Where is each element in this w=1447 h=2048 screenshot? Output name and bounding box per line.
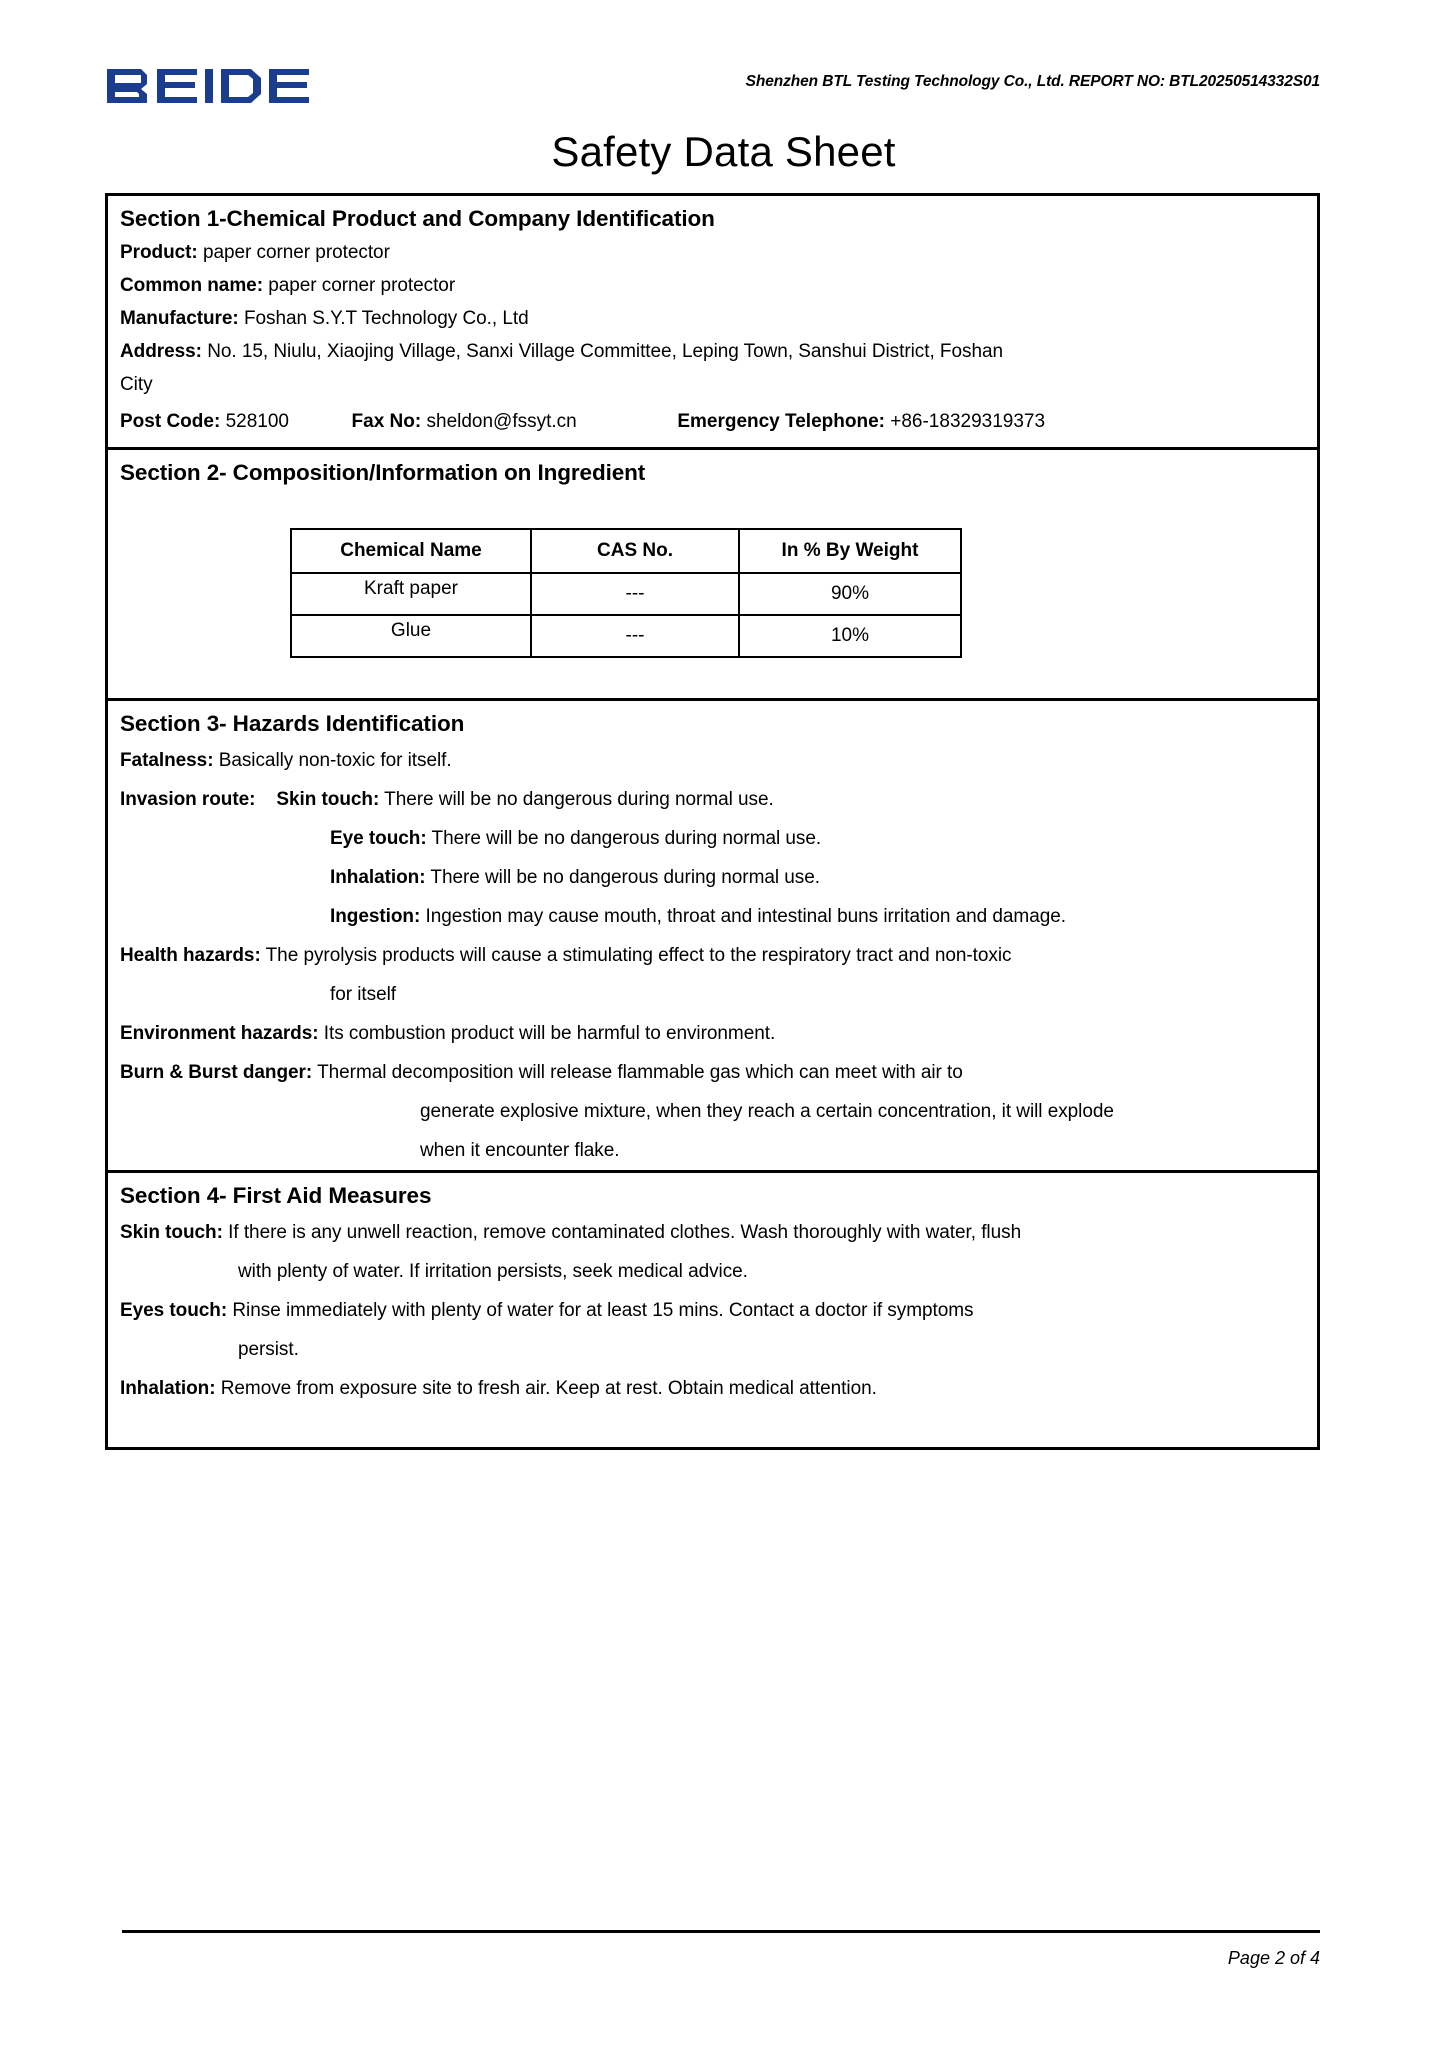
first-aid-eyes-touch-value-line2: persist.: [238, 1339, 299, 1360]
post-code-label: Post Code:: [120, 411, 221, 432]
col-cas-no: CAS No.: [531, 529, 739, 573]
sds-body-frame: [105, 193, 1320, 1450]
eye-touch-row: [108, 819, 1317, 858]
address-value-line2: City: [120, 374, 153, 395]
health-hazards-value: The pyrolysis products will cause a stimulating effect to the respiratory tract and non-toxic: [265, 945, 1012, 966]
composition-table: [290, 528, 962, 658]
skin-touch-value: There will be no dangerous during normal use.: [384, 789, 774, 810]
ingestion-label: Ingestion:: [330, 906, 421, 927]
document-header: [105, 55, 1320, 115]
emergency-telephone-label: Emergency Telephone:: [677, 411, 885, 432]
section-4-heading: Section 4- First Aid Measures: [120, 1183, 432, 1208]
section-2: [108, 450, 1317, 701]
first-aid-eyes-touch-row-line2: [108, 1330, 1317, 1369]
address-value: No. 15, Niulu, Xiaojing Village, Sanxi Village Committee, Leping Town, Sanshui District, Foshan: [207, 341, 1003, 362]
common-name-value: paper corner protector: [268, 275, 456, 296]
invasion-route-skin-row: [108, 780, 1317, 819]
section-3-heading: Section 3- Hazards Identification: [120, 711, 465, 736]
burn-burst-row-line3: [108, 1131, 1317, 1170]
product-value: paper corner protector: [202, 242, 390, 263]
table-row: [291, 615, 961, 657]
burn-burst-row-line2: [108, 1092, 1317, 1131]
fatalness-row: [108, 741, 1317, 780]
first-aid-skin-touch-row-line2: [108, 1252, 1317, 1291]
cell-chemical-name: Kraft paper: [291, 573, 531, 615]
health-hazards-row: [108, 936, 1317, 975]
contact-row: [108, 401, 1317, 447]
first-aid-skin-touch-value: If there is any unwell reaction, remove contaminated clothes. Wash thoroughly with water, flush: [228, 1222, 1022, 1243]
first-aid-skin-touch-label: Skin touch:: [120, 1222, 223, 1243]
cell-percent-weight: 10%: [739, 615, 961, 657]
first-aid-eyes-touch-value: Rinse immediately with plenty of water for at least 15 mins. Contact a doctor if symptoms: [232, 1300, 974, 1321]
burn-burst-row: [108, 1053, 1317, 1092]
ingestion-row: [108, 897, 1317, 936]
post-code-value: 528100: [225, 411, 289, 432]
address-row: [108, 335, 1317, 368]
common-name-row: [108, 269, 1317, 302]
section-2-heading: Section 2- Composition/Information on Ingredient: [120, 460, 646, 485]
section-1: [108, 196, 1317, 450]
beide-logo: [105, 63, 355, 109]
cell-percent-weight: 90%: [739, 573, 961, 615]
emergency-telephone-value: +86-18329319373: [890, 411, 1046, 432]
burn-burst-danger-label: Burn & Burst danger:: [120, 1062, 313, 1083]
table-header-row: [291, 529, 961, 573]
burn-burst-danger-value: Thermal decomposition will release flammable gas which can meet with air to: [317, 1062, 963, 1083]
footer-divider: [122, 1930, 1320, 1933]
common-name-label: Common name:: [120, 275, 263, 296]
invasion-route-label: Invasion route:: [120, 789, 256, 810]
report-number-line: Shenzhen BTL Testing Technology Co., Ltd. REPORT NO: BTL20250514332S01: [745, 73, 1320, 90]
manufacture-row: [108, 302, 1317, 335]
fax-value: sheldon@fssyt.cn: [426, 411, 577, 432]
section-4: [108, 1173, 1317, 1447]
environment-hazards-label: Environment hazards:: [120, 1023, 319, 1044]
address-label: Address:: [120, 341, 202, 362]
ingestion-value: Ingestion may cause mouth, throat and intestinal buns irritation and damage.: [425, 906, 1066, 927]
fax-label: Fax No:: [351, 411, 422, 432]
eye-touch-label: Eye touch:: [330, 828, 427, 849]
manufacture-label: Manufacture:: [120, 308, 239, 329]
health-hazards-label: Health hazards:: [120, 945, 261, 966]
inhalation-row: [108, 858, 1317, 897]
first-aid-inhalation-row: [108, 1369, 1317, 1408]
col-chemical-name: Chemical Name: [291, 529, 531, 573]
col-percent-weight: In % By Weight: [739, 529, 961, 573]
inhalation-value: There will be no dangerous during normal use.: [430, 867, 820, 888]
page-title: Safety Data Sheet: [551, 128, 896, 175]
product-label: Product:: [120, 242, 198, 263]
composition-table-wrap: [108, 490, 1317, 698]
environment-hazards-value: Its combustion product will be harmful to environment.: [323, 1023, 776, 1044]
cell-cas-no: ---: [531, 573, 739, 615]
page-number: Page 2 of 4: [1227, 1948, 1320, 1968]
inhalation-label: Inhalation:: [330, 867, 426, 888]
table-row: [291, 573, 961, 615]
product-row: [108, 236, 1317, 269]
first-aid-inhalation-label: Inhalation:: [120, 1378, 216, 1399]
first-aid-skin-touch-row: [108, 1213, 1317, 1252]
eye-touch-value: There will be no dangerous during normal use.: [431, 828, 822, 849]
fatalness-value: Basically non-toxic for itself.: [218, 750, 452, 771]
cell-chemical-name: Glue: [291, 615, 531, 657]
fatalness-label: Fatalness:: [120, 750, 214, 771]
section-3: [108, 701, 1317, 1173]
manufacture-value: Foshan S.Y.T Technology Co., Ltd: [243, 308, 529, 329]
health-hazards-value-line2: for itself: [330, 984, 397, 1005]
first-aid-eyes-touch-label: Eyes touch:: [120, 1300, 228, 1321]
health-hazards-row-line2: [108, 975, 1317, 1014]
section-4-bottom-spacer: [108, 1408, 1317, 1447]
burn-burst-danger-value-line3: when it encounter flake.: [420, 1140, 620, 1161]
first-aid-eyes-touch-row: [108, 1291, 1317, 1330]
section-1-heading: Section 1-Chemical Product and Company Identification: [120, 206, 715, 231]
first-aid-skin-touch-value-line2: with plenty of water. If irritation persists, seek medical advice.: [238, 1261, 748, 1282]
skin-touch-label: Skin touch:: [276, 789, 380, 810]
environment-hazards-row: [108, 1014, 1317, 1053]
burn-burst-danger-value-line2: generate explosive mixture, when they reach a certain concentration, it will explode: [420, 1101, 1114, 1122]
address-row-line2: [108, 368, 1317, 401]
first-aid-inhalation-value: Remove from exposure site to fresh air. Keep at rest. Obtain medical attention.: [220, 1378, 877, 1399]
cell-cas-no: ---: [531, 615, 739, 657]
